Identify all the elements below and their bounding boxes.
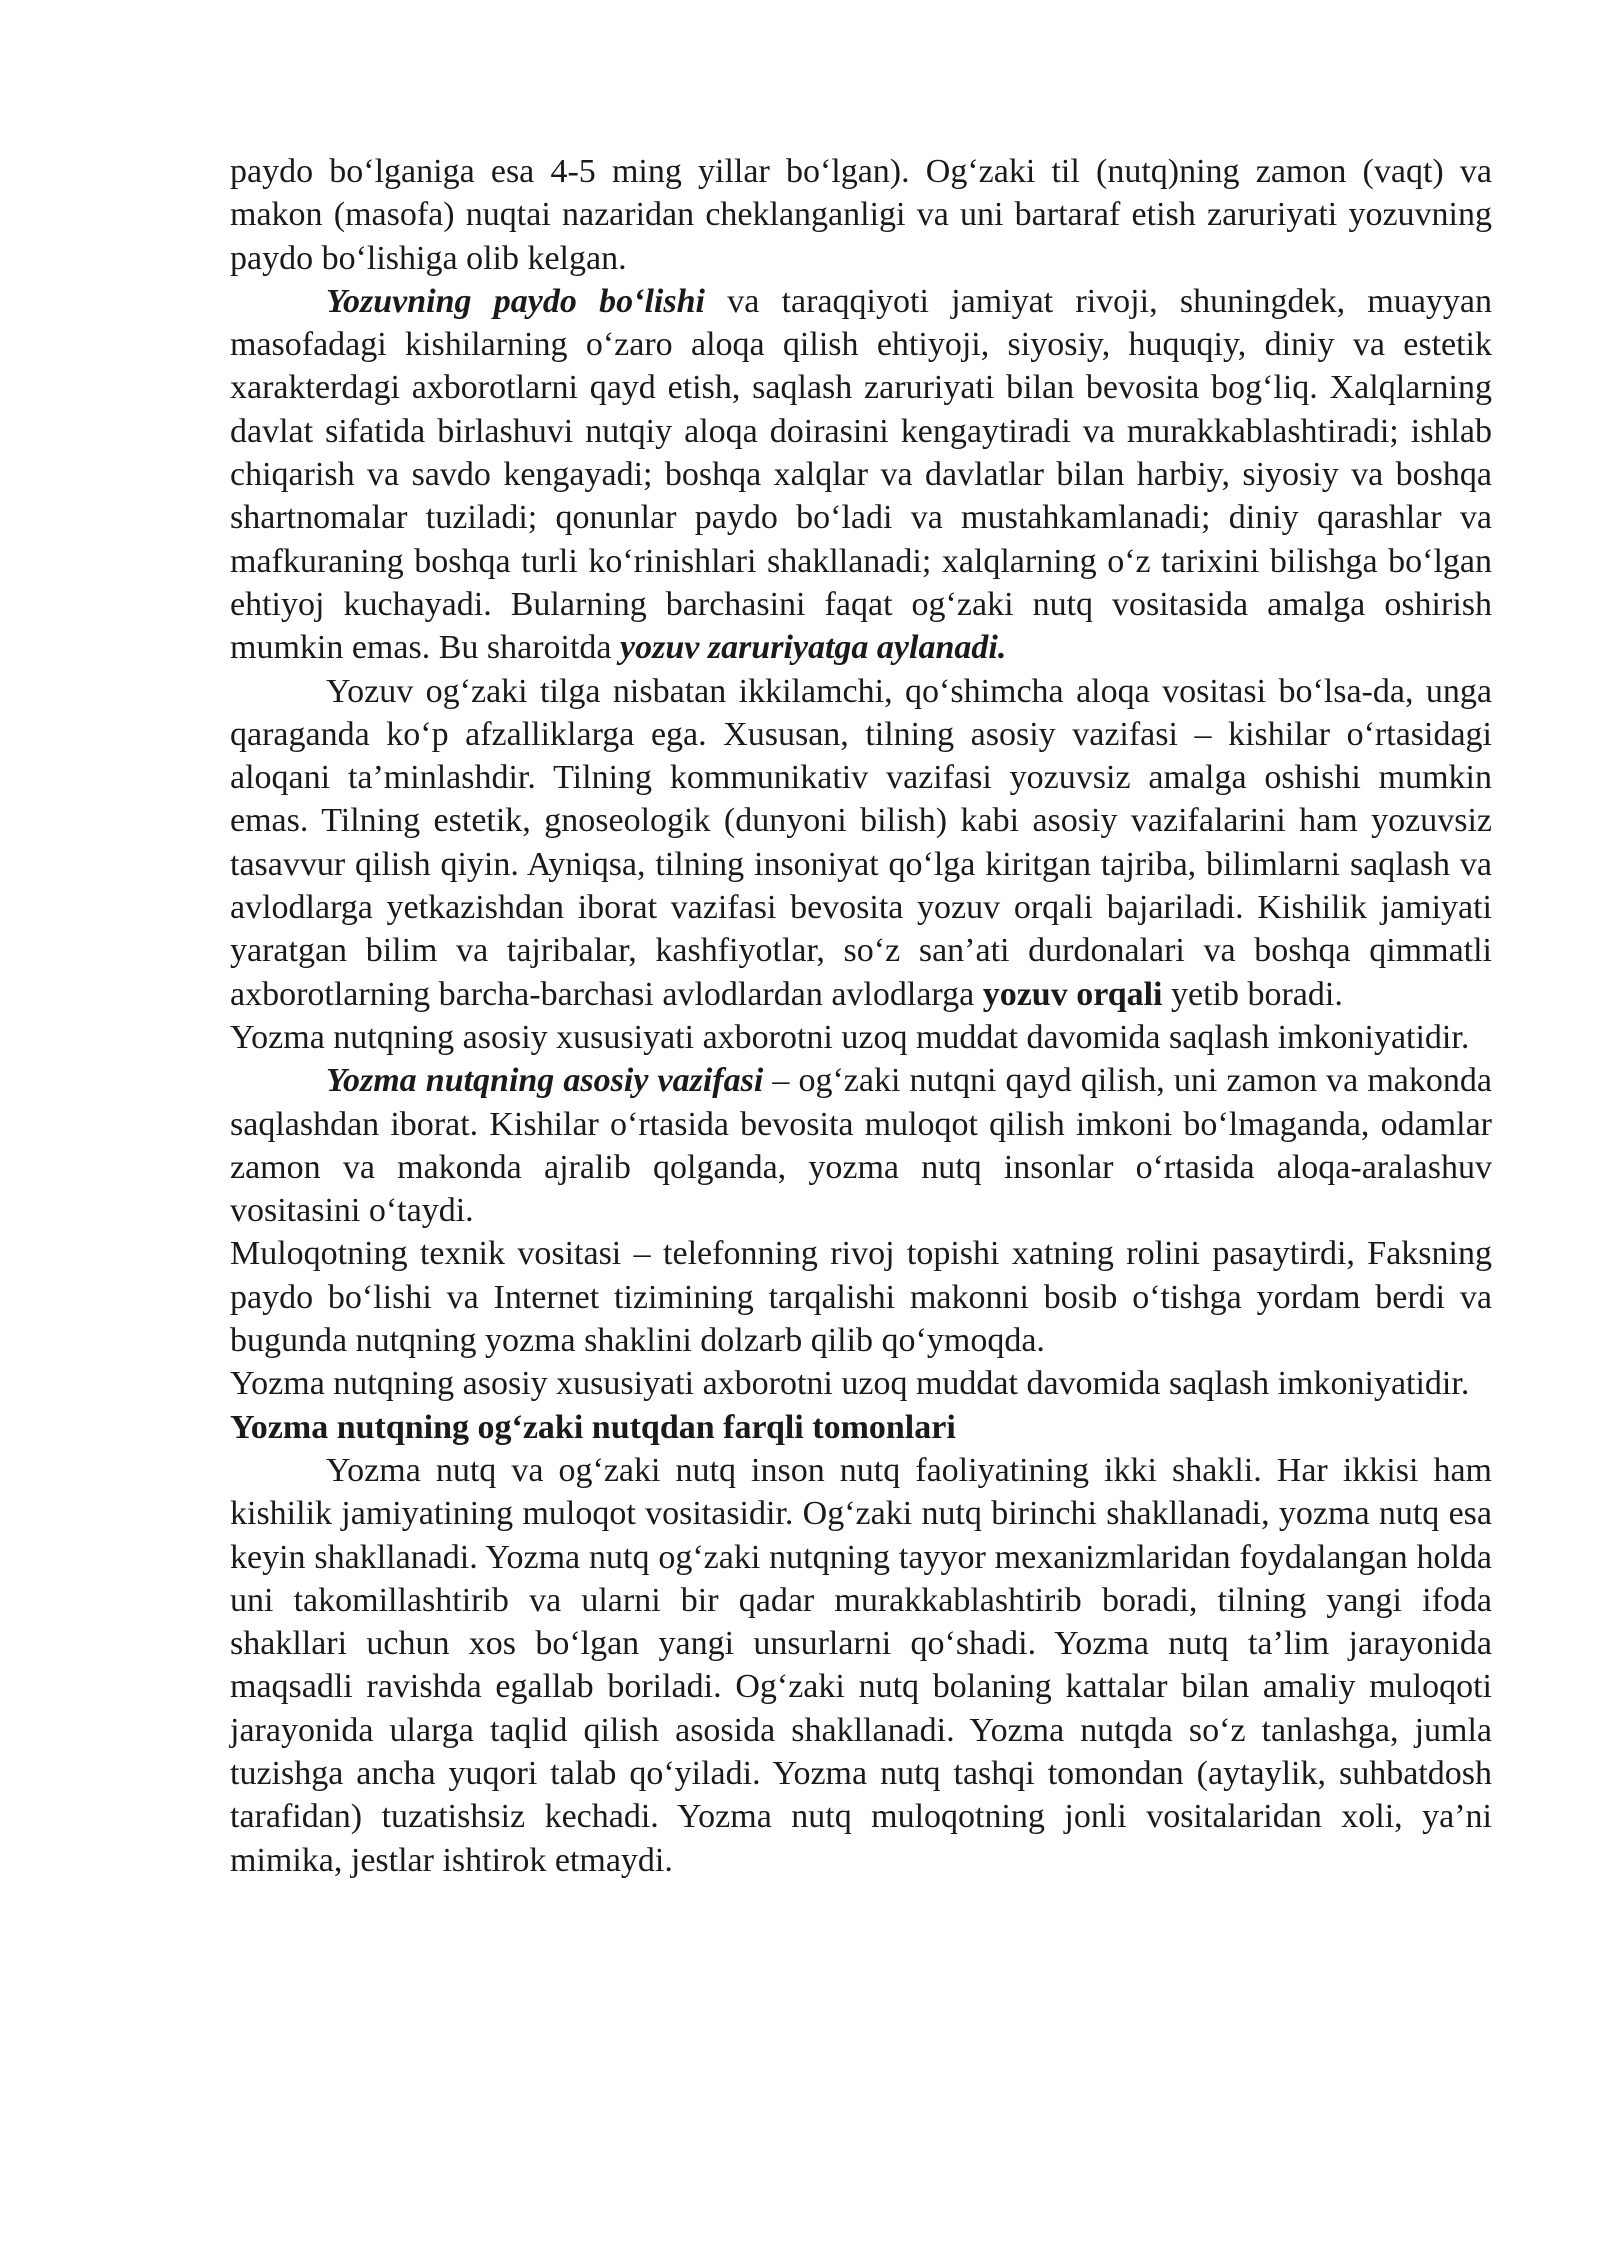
paragraph-8 [230, 1449, 1492, 1882]
bold-text: yozuv orqali [982, 975, 1163, 1013]
paragraph-7 [230, 1362, 1492, 1405]
emphasis-text: Yozma nutqning asosiy vazifasi [326, 1062, 764, 1100]
paragraph-1 [230, 150, 1492, 280]
paragraph-text: Yozma nutqning asosiy xususiyati axborotni uzoq muddat davomida saqlash imkoniyatidir. [230, 1365, 1470, 1403]
paragraph-text: paydo bo‘lganiga esa 4-5 ming yillar bo‘lgan). Og‘zaki til (nutq)ning zamon (vaqt) va makon (masofa) nuqtai nazaridan cheklanganligi va uni bartaraf etish zaruriyati yozuvning paydo bo‘lishiga olib kelgan. [230, 153, 1492, 277]
emphasis-text: yozuv zaruriyatga aylanadi. [620, 629, 1007, 667]
paragraph-text: Muloqotning texnik vositasi – telefonning rivoj topishi xatning rolini pasaytirdi, Faksning paydo bo‘lishi va Internet tizimining tarqalishi makonni bosib o‘tishga yordam berdi va bugunda nutqning yozma shaklini dolzarb qilib qo‘ymoqda. [230, 1235, 1492, 1360]
paragraph-5 [230, 1059, 1492, 1232]
heading-text: Yozma nutqning og‘zaki nutqdan farqli tomonlari [230, 1408, 956, 1446]
paragraph-text: Yozma nutq va og‘zaki nutq inson nutq faoliyatining ikki shakli. Har ikkisi ham kishilik jamiyatining muloqot vositasidir. Og‘zaki nutq birinchi shakllanadi, yozma nutq esa keyin shakllanadi. Yozma nutq og‘zaki nutqning tayyor mexanizmlaridan foydalangan holda uni takomillashtirib va ularni bir qadar murakkablashtirib boradi, tilning yangi ifoda shakllari uchun xos bo‘lgan yangi unsurlarni qo‘shadi. Yozma nutq ta’lim jarayonida maqsadli ravishda egallab boriladi. Og‘zaki nutq bolaning kattalar bilan amaliy muloqoti jarayonida ularga taqlid qilish asosida shakllanadi. Yozma nutqda so‘z tanlashga, jumla tuzishga ancha yuqori talab qo‘yiladi. Yozma nutq tashqi tomondan (aytaylik, suhbatdosh tarafidan) tuzatishsiz kechadi. Yozma nutq muloqotning jonli vositalaridan xoli, ya’ni mimika, jestlar ishtirok etmaydi. [230, 1451, 1492, 1879]
paragraph-text: – og‘zaki nutqni qayd qilish, uni zamon va makonda saqlashdan iborat. Kishilar o‘rtasida bevosita muloqot qilish imkoni bo‘lmaganda, odamlar zamon va makonda ajralib qolganda, yozma nutq insonlar o‘rtasida aloqa-aralashuv vositasini o‘taydi. [230, 1062, 1492, 1230]
paragraph-3 [230, 670, 1492, 1016]
paragraph-text: va taraqqiyoti jamiyat rivoji, shuningdek, muayyan masofadagi kishilarning o‘zaro aloqa qilish ehtiyoji, siyosiy, huquqiy, diniy va estetik xarakterdagi axborotlarni qayd etish, saqlash zaruriyati bilan bevosita bog‘liq. Xalqlarning davlat sifatida birlashuvi nutqiy aloqa doirasini kengaytiradi va murakkablashtiradi; ishlab chiqarish va savdo kengayadi; boshqa xalqlar va davlatlar bilan harbiy, siyosiy va boshqa shartnomalar tuziladi; qonunlar paydo bo‘ladi va mustahkamlanadi; diniy qarashlar va mafkuraning boshqa turli ko‘rinishlari shakllanadi; xalqlarning o‘z tarixini bilishga bo‘lgan ehtiyoj kuchayadi. Bularning barchasini faqat og‘zaki nutq vositasida amalga oshirish mumkin emas. Bu sharoitda [230, 282, 1493, 667]
emphasis-text: Yozuvning paydo bo‘lishi [326, 282, 705, 320]
section-heading [230, 1406, 1492, 1449]
paragraph-4 [230, 1016, 1492, 1059]
paragraph-text: yetib boradi. [1162, 975, 1343, 1013]
document-page [230, 150, 1492, 1882]
paragraph-2 [230, 280, 1492, 670]
paragraph-text: Yozma nutqning asosiy xususiyati axborotni uzoq muddat davomida saqlash imkoniyatidir. [230, 1018, 1470, 1056]
paragraph-6 [230, 1232, 1492, 1362]
paragraph-text: Yozuv og‘zaki tilga nisbatan ikkilamchi, qo‘shimcha aloqa vositasi bo‘lsa-da, unga qaraganda ko‘p afzalliklarga ega. Xususan, tilning asosiy vazifasi – kishilar o‘rtasidagi aloqani ta’minlashdir. Tilning kommunikativ vazifasi yozuvsiz amalga oshishi mumkin emas. Tilning estetik, gnoseologik (dunyoni bilish) kabi asosiy vazifalarini ham yozuvsiz tasavvur qilish qiyin. Ayniqsa, tilning insoniyat qo‘lga kiritgan tajriba, bilimlarni saqlash va avlodlarga yetkazishdan iborat vazifasi bevosita yozuv orqali bajariladi. Kishilik jamiyati yaratgan bilim va tajribalar, kashfiyotlar, so‘z san’ati durdonalari va boshqa qimmatli axborotlarning barcha-barchasi avlodlardan avlodlarga [230, 672, 1492, 1013]
